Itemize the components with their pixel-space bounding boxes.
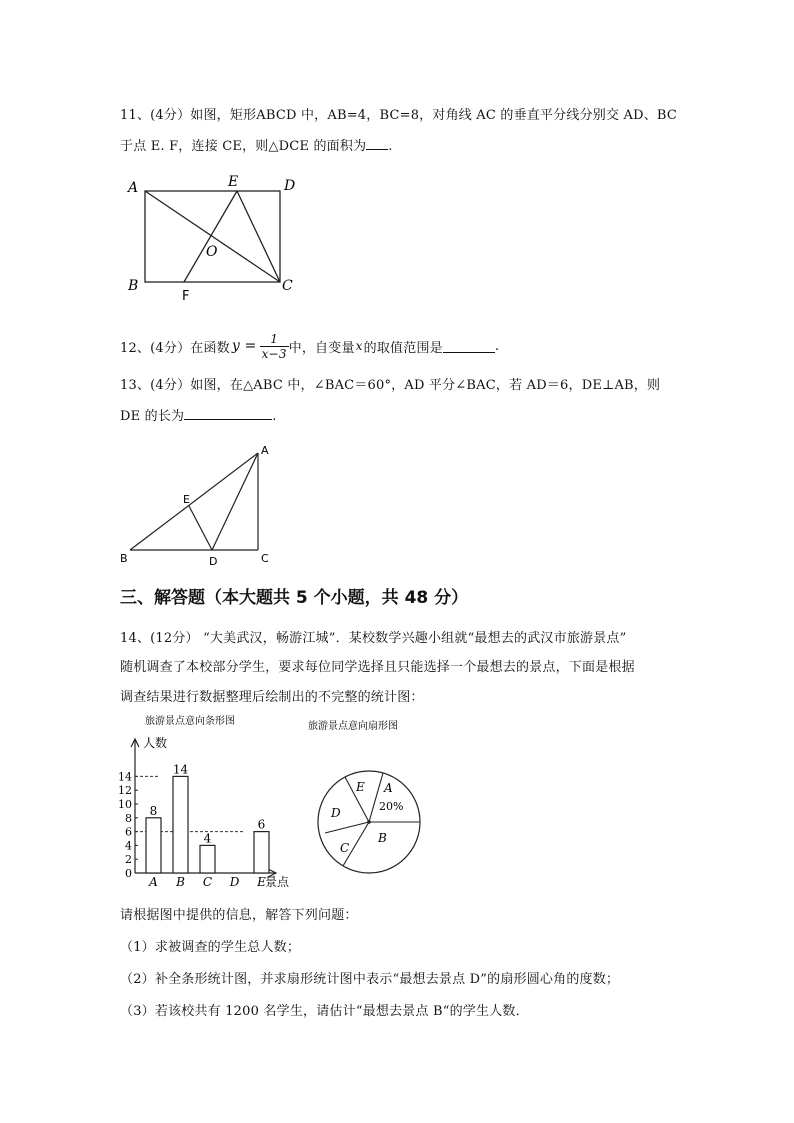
bar-B: [173, 776, 188, 873]
y-tick-label: 2: [125, 853, 132, 867]
q11-line1: 11、(4分）如图，矩形ABCD 中，AB=4，BC=8，对角线 AC 的垂直平分线分别交 AD、BC: [120, 108, 678, 123]
pie-label-a: A: [384, 781, 393, 795]
q13-line2-end: .: [272, 409, 277, 424]
label-c: C: [261, 552, 269, 565]
pie-chart-title: 旅游景点意向扇形图: [308, 721, 398, 732]
q12-numerator: 1: [260, 332, 289, 347]
segment-ef: [184, 191, 237, 282]
y-tick-label: 0: [125, 867, 132, 880]
segment-ce: [237, 191, 280, 282]
bar-A: [146, 818, 161, 873]
x-axis-label: 景点: [265, 875, 290, 889]
pie-radius-e-a: [369, 773, 383, 822]
q13-line1: 13、(4分）如图，在△ABC 中，∠BAC＝60°，AD 平分∠BAC，若 AD＝6，DE⊥AB，则: [120, 378, 661, 393]
label-b: B: [128, 278, 139, 294]
q14-line3: 调查结果进行数据整理后绘制出的不完整的统计图：: [120, 690, 424, 705]
q12-mid: 中，自变量: [288, 340, 355, 356]
q12-line: [120, 327, 499, 365]
y-tick-label: 8: [125, 811, 132, 825]
q14-line2: 随机调查了本校部分学生，要求每位同学选择且只能选择一个最想去的景点，下面是根据: [120, 660, 635, 675]
label-e: E: [228, 174, 239, 190]
q13-line2: [120, 405, 277, 424]
q14-line1: 14、(12分） “大美武汉，畅游江城”．某校数学兴趣小组就“最想去的武汉市旅游景点”: [120, 631, 627, 646]
pie-chart: [305, 712, 435, 877]
q14-prompt: 请根据图中提供的信息，解答下列问题：: [120, 908, 358, 923]
bar-value-label-E: 6: [257, 817, 266, 832]
q14-sub3: （3）若该校共有 1200 名学生，请估计“最想去景点 B“的学生人数．: [120, 1004, 529, 1019]
q14-sub2: （2）补全条形统计图，并求扇形统计图中表示“最想去景点 D”的扇形圆心角的度数；: [120, 972, 620, 987]
bar-value-label-A: 8: [149, 803, 158, 818]
label-e: E: [183, 493, 190, 506]
y-tick-label: 6: [125, 825, 132, 839]
q11-answer-blank: [366, 137, 388, 150]
bar-value-label-B: 14: [172, 762, 189, 777]
q12-var: x: [355, 339, 363, 353]
pie-label-c: C: [340, 841, 350, 855]
bar-value-label-C: 4: [203, 831, 212, 846]
q12-post: 的取值范围是: [363, 340, 443, 356]
x-tick-label-C: C: [202, 875, 213, 889]
label-d: D: [209, 555, 218, 568]
q14-sub1: （1）求被调查的学生总人数；: [120, 940, 301, 955]
y-tick-label: 12: [118, 784, 132, 798]
q12-end: .: [494, 338, 500, 354]
bar-E: [254, 832, 269, 873]
y-tick-label: 14: [118, 770, 132, 784]
q11-line2-end: .: [388, 139, 393, 154]
section-title: 三、解答题（本大题共 5 个小题，共 48 分）: [120, 588, 469, 608]
pie-center: [367, 820, 371, 824]
y-tick-label: 4: [125, 839, 132, 853]
q12-fraction: [260, 332, 289, 361]
segment-de: [189, 506, 212, 550]
x-tick-label-A: A: [149, 875, 158, 889]
q12-denominator: x−3: [261, 346, 287, 361]
pie-label-b: B: [378, 831, 387, 845]
label-d: D: [284, 178, 296, 194]
q12-pre: 12、(4分）在函数: [120, 340, 230, 356]
segment-ab: [130, 453, 258, 550]
y-axis-label: 人数: [143, 736, 168, 750]
q11-line2: [120, 135, 393, 154]
q13-answer-blank: [184, 407, 272, 420]
pie-annotation-a: 20%: [379, 800, 404, 813]
q13-line2-text: DE 的长为: [120, 409, 185, 424]
pie-label-e: E: [356, 780, 365, 794]
q12-answer-blank: [443, 340, 495, 353]
label-b: B: [120, 552, 128, 565]
x-tick-label-E: E: [257, 875, 266, 889]
segment-ad: [212, 453, 258, 550]
q11-figure: [120, 170, 310, 305]
bar-chart: [115, 710, 300, 895]
label-c: C: [282, 278, 293, 294]
x-tick-label-D: D: [229, 875, 240, 889]
q11-line2-text: 于点 E. F，连接 CE，则△DCE 的面积为: [120, 139, 367, 154]
y-tick-label: 10: [118, 798, 132, 811]
label-o: O: [206, 244, 218, 260]
label-f: F: [182, 289, 190, 304]
bar-chart-title: 旅游景点意向条形图: [145, 716, 235, 727]
bar-C: [200, 845, 215, 873]
diagonal-ac: [145, 191, 280, 282]
pie-radius-c-d: [325, 822, 369, 833]
q13-figure: [115, 440, 285, 570]
q12-func-lhs: y =: [231, 338, 257, 354]
pie-label-d: D: [331, 806, 341, 820]
x-tick-label-B: B: [176, 875, 185, 889]
label-a: A: [128, 180, 139, 196]
label-a: A: [261, 444, 269, 457]
